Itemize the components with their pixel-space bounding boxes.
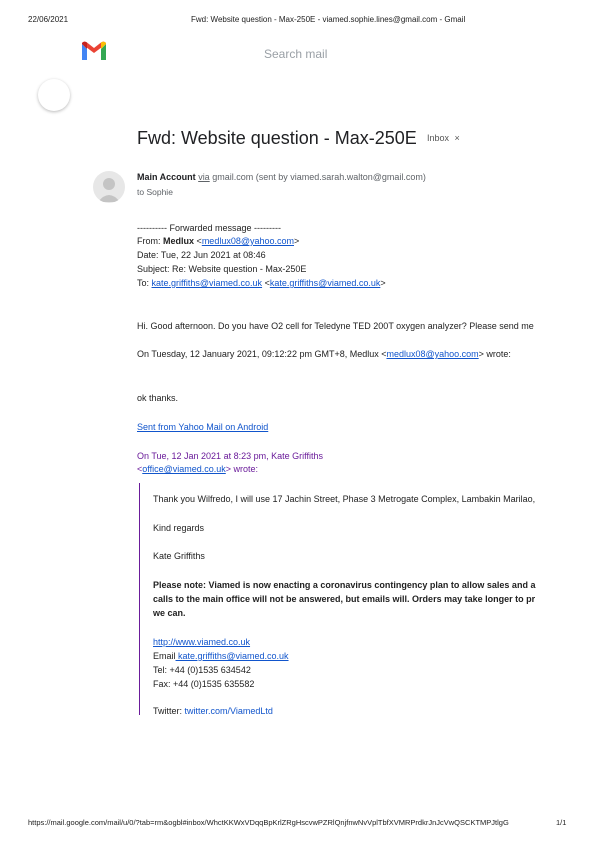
email-subject: Fwd: Website question - Max-250E	[137, 128, 417, 148]
to-bracket-open: <	[262, 278, 270, 288]
ok-thanks-text: ok thanks.	[137, 393, 179, 403]
from-email-link[interactable]: medlux08@yahoo.com	[201, 236, 294, 246]
subject-line: Subject: Re: Website question - Max-250E	[137, 264, 307, 274]
print-title: Fwd: Website question - Max-250E - viamed.sophie.lines@gmail.com - Gmail	[191, 15, 466, 24]
to-label: To:	[137, 278, 150, 288]
quote-note-line-2: calls to the main office will not be answered, but emails will. Orders may take longer to pr	[153, 594, 536, 604]
sent-from-yahoo-link[interactable]: Sent from Yahoo Mail on Android	[137, 422, 269, 432]
on-line-suffix: > wrote:	[478, 349, 511, 359]
from-bracket-open: <	[196, 236, 202, 246]
website-link[interactable]	[153, 636, 250, 649]
kate-wrote-suffix: > wrote:	[225, 464, 259, 474]
quote-tel: Tel: +44 (0)1535 634542	[153, 665, 251, 675]
from-name: Medlux	[163, 236, 195, 246]
inbox-label-chip[interactable]	[427, 133, 460, 143]
date-line: Date: Tue, 22 Jun 2021 at 08:46	[137, 250, 266, 260]
quote-note-line-3: we can.	[153, 608, 186, 618]
kate-wrote-line: On Tue, 12 Jan 2021 at 8:23 pm, Kate Griffiths	[137, 451, 323, 461]
sender-line	[137, 172, 426, 182]
from-bracket-close: >	[294, 236, 300, 246]
quote-bar	[139, 483, 140, 715]
twitter-label: Twitter:	[153, 706, 185, 715]
inbox-label-text: Inbox	[427, 133, 450, 143]
to-email-link[interactable]: kate.griffiths@viamed.co.uk	[151, 278, 263, 288]
print-page-number: 1/1	[556, 818, 567, 827]
greeting-text: Hi. Good afternoon. Do you have O2 cell for Teledyne TED 200T oxygen analyzer? Please send me	[137, 321, 534, 331]
office-email-link[interactable]: office@viamed.co.uk	[142, 464, 226, 474]
kate-email-link[interactable]: kate.griffiths@viamed.co.uk	[175, 651, 289, 661]
quote-signature-name: Kate Griffiths	[153, 551, 205, 561]
twitter-link[interactable]: twitter.com/ViamedLtd	[184, 706, 273, 715]
on-tuesday-line	[137, 348, 511, 361]
quote-note-line-1: Please note: Viamed is now enacting a coronavirus contingency plan to allow sales and a	[153, 580, 536, 590]
person-avatar-icon	[93, 171, 125, 203]
on-line-prefix: On Tuesday, 12 January 2021, 09:12:22 pm GMT+8, Medlux <	[137, 349, 387, 359]
sent-from-link[interactable]	[137, 421, 268, 434]
quote-thanks: Thank you Wilfredo, I will use 17 Jachin Street, Phase 3 Metrogate Complex, Lambakin Marilao,	[153, 494, 536, 504]
print-footer-url: https://mail.google.com/mail/u/0/?tab=rm&ogbl#inbox/WhctKKWxVDqqBpKrlZRgHscvwPZRlQnjfnwNvVplTbfXVMRPrdkrJnJcVwQSCKTMPJtlgG	[28, 818, 509, 827]
quote-kind-regards: Kind regards	[153, 523, 205, 533]
quote-email-line	[153, 650, 289, 663]
gmail-logo-icon[interactable]	[80, 40, 108, 62]
from-label: From:	[137, 236, 161, 246]
kate-email-line	[137, 463, 258, 476]
website-url[interactable]: http://www.viamed.co.uk	[153, 637, 251, 647]
sender-domain: gmail.com (sent by viamed.sarah.walton@gmail.com)	[212, 172, 426, 182]
quote-twitter-line	[153, 705, 273, 715]
kate-bracket-open: <	[137, 464, 143, 474]
email-label: Email	[153, 651, 176, 661]
recipient-line: to Sophie	[137, 187, 173, 197]
to-line	[137, 277, 386, 290]
search-input[interactable]: Search mail	[264, 47, 328, 61]
compose-button[interactable]	[38, 79, 70, 111]
to-email-link-2[interactable]: kate.griffiths@viamed.co.uk	[269, 278, 381, 288]
close-icon[interactable]: ×	[454, 133, 460, 143]
from-line	[137, 235, 299, 248]
via-link[interactable]: via	[198, 172, 210, 182]
sender-name: Main Account	[137, 172, 196, 182]
to-bracket-close: >	[380, 278, 386, 288]
print-date: 22/06/2021	[28, 15, 69, 24]
medlux-email-link[interactable]: medlux08@yahoo.com	[386, 349, 479, 359]
forwarded-marker: ---------- Forwarded message ---------	[137, 223, 281, 233]
quote-fax: Fax: +44 (0)1535 635582	[153, 679, 255, 689]
